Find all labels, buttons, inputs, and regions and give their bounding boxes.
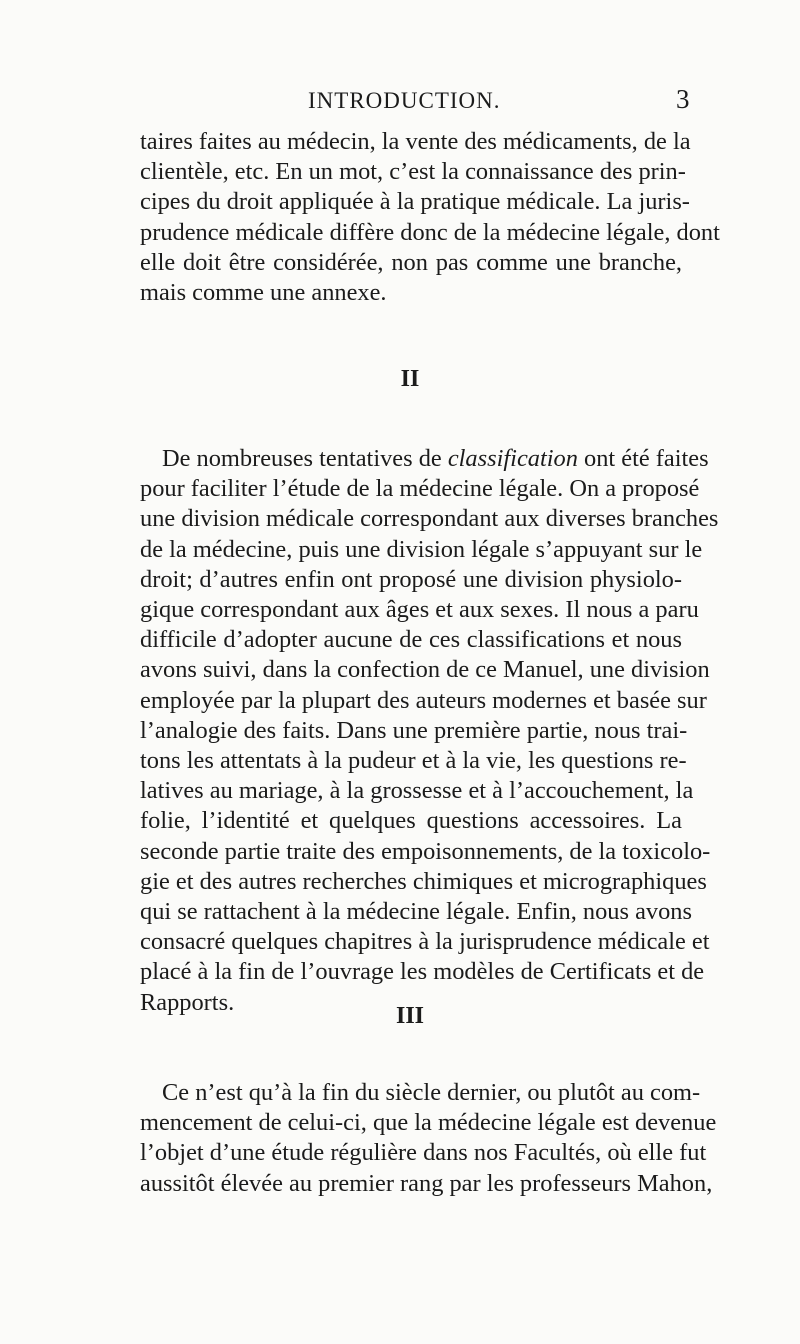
text-line: gique correspondant aux âges et aux sexes. Il nous a paru	[140, 596, 699, 624]
running-head	[0, 80, 800, 120]
paragraph-3	[140, 1078, 717, 1199]
text-line: mais comme une annexe.	[140, 279, 387, 307]
text-line: mencement de celui-ci, que la médecine légale est devenue	[140, 1109, 717, 1137]
emphasis-word: classification	[447, 445, 578, 472]
text-line: l’analogie des faits. Dans une première partie, nous trai-	[140, 716, 688, 744]
text-line-first: Ce n’est qu’à la fin du siècle dernier, ou plutôt au com-	[162, 1079, 701, 1106]
text-line: taires faites au médecin, la vente des médicaments, de la	[140, 128, 691, 155]
text-line: de la médecine, puis une division légale s’appuyant sur le	[140, 535, 703, 563]
text-line: folie, l’identité et quelques questions accessoires. La	[140, 807, 682, 835]
running-title: INTRODUCTION.	[308, 88, 501, 113]
text-line: elle doit être considérée, non pas comme une branche,	[140, 248, 682, 276]
text-line: gie et des autres recherches chimiques et micrographiques	[140, 867, 707, 895]
paragraph-1	[140, 127, 720, 308]
text-line: l’objet d’une étude régulière dans nos Facultés, où elle fut	[140, 1139, 707, 1167]
text-segment: De nombreuses tentatives de	[162, 445, 448, 472]
text-line: placé à la fin de l’ouvrage les modèles de Certificats et de	[140, 958, 705, 986]
text-line: cipes du droit appliquée à la pratique médicale. La juris-	[140, 188, 690, 216]
text-line: une division médicale correspondant aux diverses branches	[140, 505, 719, 533]
paragraph-2	[140, 444, 719, 1018]
text-line: pour faciliter l’étude de la médecine légale. On a proposé	[140, 475, 700, 503]
text-line: aussitôt élevée au premier rang par les professeurs Mahon,	[140, 1169, 713, 1197]
section-heading-3: III	[395, 1003, 425, 1029]
text-line: avons suivi, dans la confection de ce Manuel, une division	[140, 656, 710, 684]
page-number: 3	[676, 84, 690, 114]
text-line: difficile d’adopter aucune de ces classifications et nous	[140, 626, 682, 654]
section-heading-2: II	[400, 366, 420, 392]
text-line-first	[140, 444, 709, 474]
text-line: seconde partie traite des empoisonnements, de la toxicolo-	[140, 837, 711, 865]
text-line: prudence médicale diffère donc de la médecine légale, dont	[140, 218, 720, 246]
text-line: droit; d’autres enfin ont proposé une division physiolo-	[140, 565, 682, 593]
text-segment: ont été faites	[577, 445, 709, 472]
text-line: employée par la plupart des auteurs modernes et basée sur	[140, 686, 707, 714]
text-line: consacré quelques chapitres à la jurisprudence médicale et	[140, 928, 710, 956]
text-line: Rapports.	[140, 988, 235, 1016]
text-line: tons les attentats à la pudeur et à la vie, les questions re-	[140, 747, 687, 775]
text-line: latives au mariage, à la grossesse et à l’accouchement, la	[140, 777, 694, 805]
text-line: qui se rattachent à la médecine légale. Enfin, nous avons	[140, 898, 692, 926]
text-line: clientèle, etc. En un mot, c’est la connaissance des prin-	[140, 158, 686, 186]
